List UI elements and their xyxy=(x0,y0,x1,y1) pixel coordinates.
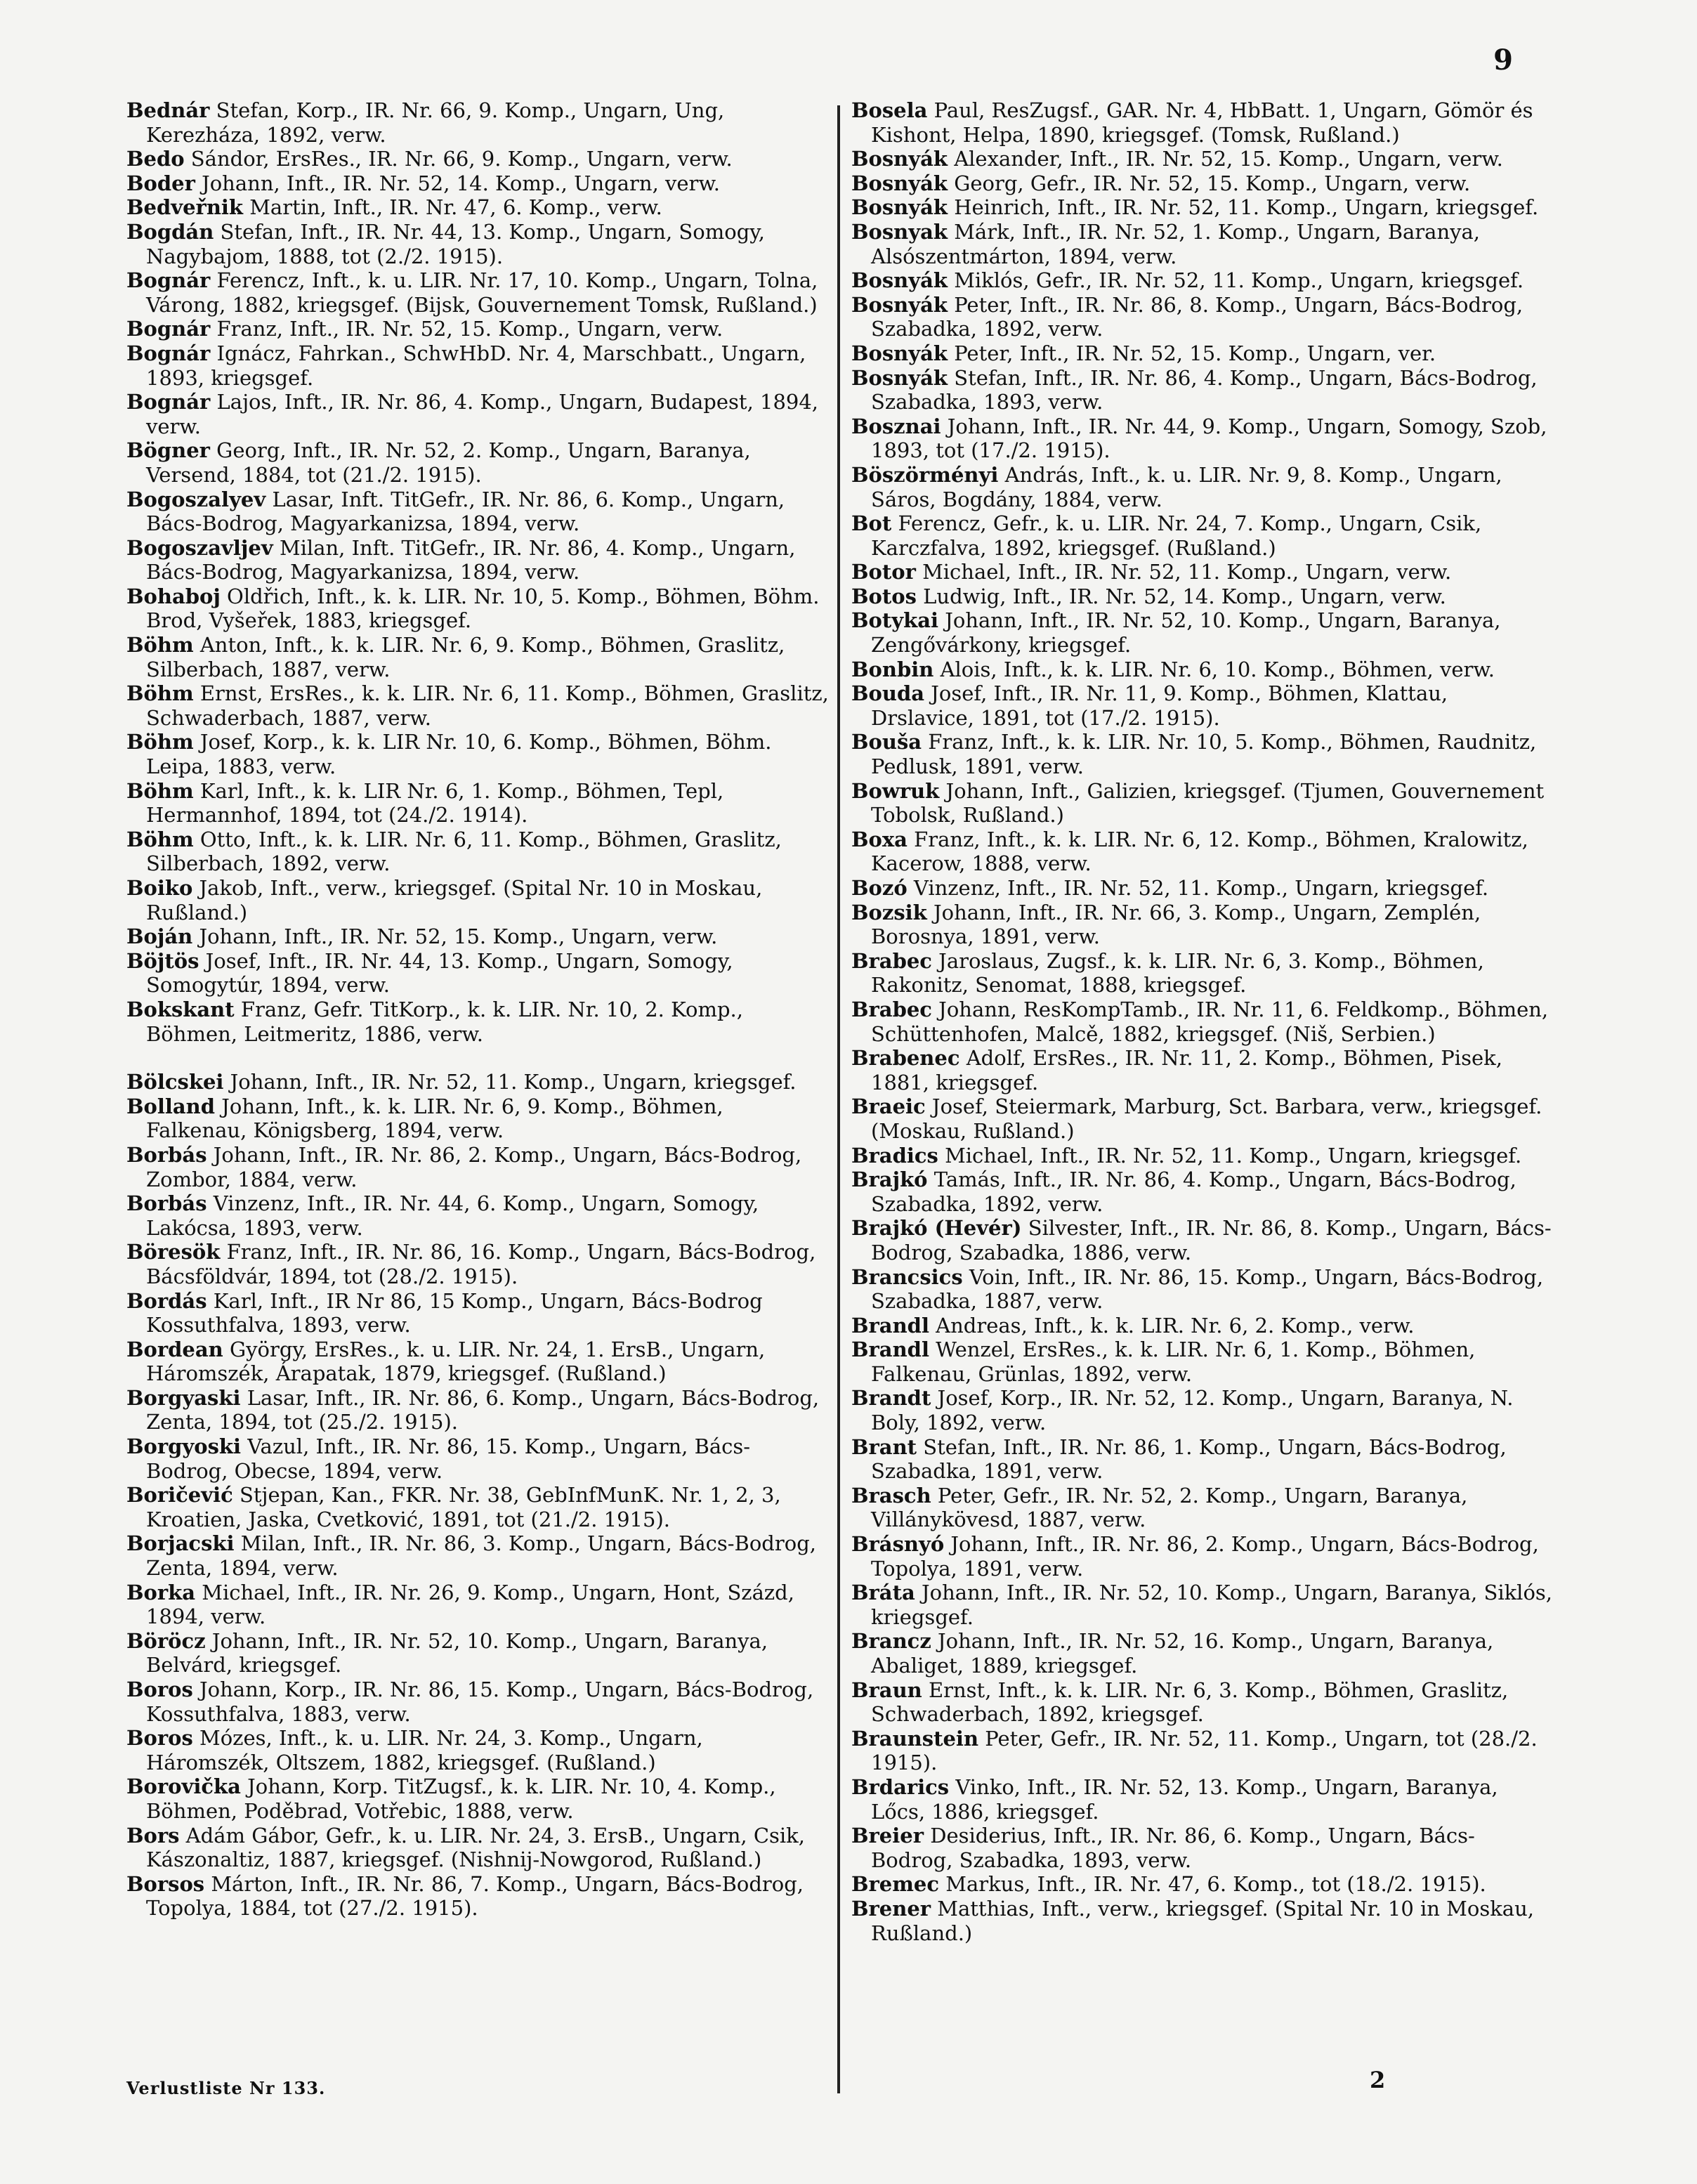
entry-surname: Brancz xyxy=(851,1629,931,1654)
casualty-entry xyxy=(126,1434,829,1483)
entry-details: Milan, Inft., IR. Nr. 86, 3. Komp., Ungarn, Bács-Bodrog, Zenta, 1894, verw. xyxy=(146,1531,816,1581)
casualty-entry xyxy=(126,171,829,196)
entry-surname: Böhm xyxy=(126,681,194,706)
casualty-entry xyxy=(126,1824,829,1872)
left-column xyxy=(126,98,829,1921)
casualty-entry xyxy=(851,1824,1554,1872)
casualty-entry xyxy=(126,1483,829,1531)
casualty-entry xyxy=(851,1678,1554,1727)
entry-details: Johann, Inft., Galizien, kriegsgef. (Tjumen, Gouvernement Tobolsk, Rußland.) xyxy=(871,778,1545,828)
entry-surname: Brandl xyxy=(851,1338,929,1362)
entry-surname: Bosnyák xyxy=(851,365,948,390)
entry-details: Adolf, ErsRes., IR. Nr. 11, 2. Komp., Böhmen, Pisek, 1881, kriegsgef. xyxy=(871,1046,1502,1094)
entry-surname: Bosznai xyxy=(851,414,941,438)
entry-surname: Bokskant xyxy=(126,997,235,1021)
casualty-entry xyxy=(851,949,1554,998)
casualty-entry xyxy=(126,1143,829,1191)
entry-surname: Bosnyák xyxy=(851,268,948,293)
entry-surname: Braunstein xyxy=(851,1726,979,1751)
entry-details: Vinzenz, Inft., IR. Nr. 52, 11. Komp., Ungarn, kriegsgef. xyxy=(907,876,1489,900)
entry-surname: Brabenec xyxy=(851,1046,960,1071)
entry-surname: Böhm xyxy=(126,633,194,658)
casualty-entry xyxy=(851,293,1554,341)
entry-details: Wenzel, ErsRes., k. k. LIR. Nr. 6, 1. Komp., Böhmen, Falkenau, Grünlas, 1892, verw. xyxy=(871,1338,1476,1386)
entry-details: Stefan, Inft., IR. Nr. 44, 13. Komp., Ungarn, Somogy, Nagybajom, 1888, tot (2./2. 1915). xyxy=(146,219,766,268)
entry-details: Johann, Inft., IR. Nr. 52, 15. Komp., Ungarn, verw. xyxy=(192,924,718,949)
entry-surname: Bognár xyxy=(126,268,211,293)
entry-details: Vinko, Inft., IR. Nr. 52, 13. Komp., Ungarn, Baranya, Lőcs, 1886, kriegsgef. xyxy=(871,1774,1498,1824)
entry-surname: Bráta xyxy=(851,1581,915,1605)
entry-surname: Bozó xyxy=(851,876,908,900)
casualty-entry xyxy=(126,949,829,998)
entry-surname: Bogoszalyev xyxy=(126,487,266,511)
entry-details: Voin, Inft., IR. Nr. 86, 15. Komp., Ungarn, Bács-Bodrog, Szabadka, 1887, verw. xyxy=(871,1264,1544,1314)
casualty-entry xyxy=(851,828,1554,876)
entry-details: Johann, Inft., IR. Nr. 52, 10. Komp., Ungarn, Baranya, Siklós, kriegsgef. xyxy=(871,1581,1553,1629)
entry-details: Stefan, Korp., IR. Nr. 66, 9. Komp., Ungarn, Ung, Kerezháza, 1892, verw. xyxy=(146,98,725,147)
entry-details: Peter, Gefr., IR. Nr. 52, 11. Komp., Ungarn, tot (28./2. 1915). xyxy=(871,1726,1538,1775)
casualty-entry xyxy=(851,779,1554,828)
entry-surname: Brajkó xyxy=(851,1168,928,1192)
entry-surname: Borbás xyxy=(126,1191,207,1216)
entry-details: Johann, Inft., IR. Nr. 66, 3. Komp., Ungarn, Zemplén, Borosnya, 1891, verw. xyxy=(871,900,1481,949)
entry-details: Karl, Inft., k. k. LIR Nr. 6, 1. Komp., Böhmen, Tepl, Hermannhof, 1894, tot (24./2. 1914). xyxy=(146,778,724,828)
entry-surname: Boričević xyxy=(126,1483,233,1508)
casualty-entry xyxy=(126,438,829,487)
casualty-entry xyxy=(851,1314,1554,1338)
casualty-entry xyxy=(851,1046,1554,1094)
casualty-entry xyxy=(851,1629,1554,1678)
entry-surname: Bouša xyxy=(851,730,922,754)
entry-details: Mózes, Inft., k. u. LIR. Nr. 24, 3. Komp., Ungarn, Háromszék, Oltszem, 1882, kriegsgef. (Rußland.) xyxy=(146,1726,703,1774)
entry-details: Silvester, Inft., IR. Nr. 86, 8. Komp., Ungarn, Bács-Bodrog, Szabadka, 1886, verw. xyxy=(871,1216,1552,1264)
casualty-entry xyxy=(851,171,1554,196)
entry-surname: Botos xyxy=(851,584,917,608)
casualty-entry xyxy=(851,1094,1554,1143)
casualty-entry xyxy=(126,1678,829,1726)
casualty-entry xyxy=(851,511,1554,560)
entry-details: Milan, Inft. TitGefr., IR. Nr. 86, 4. Komp., Ungarn, Bács-Bodrog, Magyarkanizsa, 1894, verw. xyxy=(146,535,796,584)
entry-surname: Brandt xyxy=(851,1386,931,1411)
entry-details: Markus, Inft., IR. Nr. 47, 6. Komp., tot (18./2. 1915). xyxy=(939,1872,1486,1897)
entry-surname: Bordean xyxy=(126,1337,223,1361)
entry-surname: Bedveřnik xyxy=(126,195,244,220)
entry-surname: Borgyaski xyxy=(126,1385,241,1410)
casualty-entry xyxy=(126,1070,829,1094)
entry-details: Otto, Inft., k. k. LIR. Nr. 6, 11. Komp., Böhmen, Graslitz, Silberbach, 1892, verw. xyxy=(146,827,782,876)
entry-details: Anton, Inft., k. k. LIR. Nr. 6, 9. Komp., Böhmen, Graslitz, Silberbach, 1887, verw. xyxy=(146,633,785,681)
entry-details: Johann, Korp. TitZugsf., k. k. LIR. Nr. 10, 4. Komp., Böhmen, Poděbrad, Votřebic, 1888, verw. xyxy=(146,1774,776,1823)
entry-details: Vazul, Inft., IR. Nr. 86, 15. Komp., Ungarn, Bács-Bodrog, Obecse, 1894, verw. xyxy=(146,1434,751,1483)
entry-details: Josef, Steiermark, Marburg, Sct. Barbara, verw., kriegsgef. (Moskau, Rußland.) xyxy=(871,1094,1542,1143)
column-divider xyxy=(837,105,840,2093)
entry-details: Desiderius, Inft., IR. Nr. 86, 6. Komp., Ungarn, Bács-Bodrog, Szabadka, 1893, verw. xyxy=(871,1824,1475,1872)
entry-surname: Bölcskei xyxy=(126,1070,224,1094)
casualty-entry xyxy=(126,1774,829,1823)
entry-details: Martin, Inft., IR. Nr. 47, 6. Komp., verw. xyxy=(243,195,662,220)
entry-surname: Boján xyxy=(126,924,193,949)
entry-details: Lasar, Inft. TitGefr., IR. Nr. 86, 6. Komp., Ungarn, Bács-Bodrog, Magyarkanizsa, 1894, verw. xyxy=(146,487,785,536)
casualty-entry xyxy=(126,98,829,147)
entry-details: Márk, Inft., IR. Nr. 52, 1. Komp., Ungarn, Baranya, Alsószentmárton, 1894, verw. xyxy=(871,219,1481,268)
entry-details: Tamás, Inft., IR. Nr. 86, 4. Komp., Ungarn, Bács-Bodrog, Szabadka, 1892, verw. xyxy=(871,1168,1516,1216)
casualty-entry xyxy=(851,901,1554,949)
casualty-entry xyxy=(126,828,829,876)
entry-surname: Bosnyák xyxy=(851,171,948,195)
casualty-entry xyxy=(126,1191,829,1240)
entry-surname: Boder xyxy=(126,171,195,195)
entry-surname: Borka xyxy=(126,1580,196,1604)
entry-surname: Braeic xyxy=(851,1094,926,1119)
entry-surname: Bogoszavljev xyxy=(126,535,273,560)
casualty-entry xyxy=(851,1386,1554,1434)
casualty-entry xyxy=(851,1265,1554,1314)
casualty-entry xyxy=(126,390,829,438)
casualty-entry xyxy=(851,1144,1554,1168)
entry-surname: Bohaboj xyxy=(126,584,221,608)
entry-surname: Bögner xyxy=(126,438,210,463)
entry-details: Michael, Inft., IR. Nr. 26, 9. Komp., Ungarn, Hont, Százd, 1894, verw. xyxy=(146,1580,794,1629)
casualty-entry xyxy=(851,1435,1554,1484)
entry-details: Johann, Inft., IR. Nr. 52, 16. Komp., Ungarn, Baranya, Abaliget, 1889, kriegsgef. xyxy=(871,1629,1494,1678)
entry-details: Stefan, Inft., IR. Nr. 86, 4. Komp., Ungarn, Bács-Bodrog, Szabadka, 1893, verw. xyxy=(871,365,1538,414)
casualty-entry xyxy=(126,730,829,778)
entry-details: Stjepan, Kan., FKR. Nr. 38, GebInfMunK. Nr. 1, 2, 3, Kroatien, Jaska, Cvetković, 1891, tot (21./2. 1915). xyxy=(146,1483,781,1531)
casualty-entry xyxy=(126,195,829,220)
casualty-entry xyxy=(126,1629,829,1678)
entry-surname: Bonbin xyxy=(851,657,934,681)
entry-details: Adám Gábor, Gefr., k. u. LIR. Nr. 24, 3. ErsB., Ungarn, Csik, Kászonaltiz, 1887, kriegsgef. (Nishnij-Nowgorod, Rußland.) xyxy=(146,1823,805,1872)
entry-details: Georg, Gefr., IR. Nr. 52, 15. Komp., Ungarn, verw. xyxy=(948,171,1471,195)
entry-details: Josef, Korp., IR. Nr. 52, 12. Komp., Ungarn, Baranya, N. Boly, 1892, verw. xyxy=(871,1386,1514,1435)
entry-details: Karl, Inft., IR Nr 86, 15 Komp., Ungarn, Bács-Bodrog Kossuthfalva, 1893, verw. xyxy=(146,1288,763,1338)
casualty-entry xyxy=(126,633,829,681)
casualty-entry xyxy=(851,98,1554,147)
casualty-entry xyxy=(126,536,829,584)
casualty-entry xyxy=(851,876,1554,901)
entry-surname: Bradics xyxy=(851,1143,938,1168)
entry-surname: Bosnyák xyxy=(851,195,948,220)
casualty-entry xyxy=(851,1338,1554,1386)
casualty-entry xyxy=(126,876,829,924)
entry-surname: Borjacski xyxy=(126,1531,235,1556)
entry-surname: Botykai xyxy=(851,608,939,633)
casualty-entry xyxy=(851,366,1554,414)
entry-details: Ernst, ErsRes., k. k. LIR. Nr. 6, 11. Komp., Böhmen, Graslitz, Schwaderbach, 1887, verw. xyxy=(146,681,829,730)
entry-surname: Borgyoski xyxy=(126,1434,242,1459)
entry-details: Márton, Inft., IR. Nr. 86, 7. Komp., Ungarn, Bács-Bodrog, Topolya, 1884, tot (27./2. 1915). xyxy=(146,1871,804,1921)
entry-details: Johann, Inft., k. k. LIR. Nr. 6, 9. Komp., Böhmen, Falkenau, Königsberg, 1894, verw. xyxy=(146,1094,723,1143)
footer-signature-number: 2 xyxy=(1370,2067,1386,2093)
casualty-entry xyxy=(126,779,829,828)
casualty-entry xyxy=(126,998,829,1046)
entry-details: Johann, Inft., IR. Nr. 86, 2. Komp., Ungarn, Bács-Bodrog, Topolya, 1891, verw. xyxy=(871,1532,1539,1581)
entry-details: Josef, Korp., k. k. LIR Nr. 10, 6. Komp., Böhmen, Böhm. Leipa, 1883, verw. xyxy=(146,730,772,779)
entry-surname: Boros xyxy=(126,1678,193,1701)
entry-surname: Bognár xyxy=(126,390,211,414)
casualty-entry xyxy=(851,730,1554,778)
casualty-entry xyxy=(126,317,829,341)
entry-surname: Bosnyák xyxy=(851,292,948,317)
entry-surname: Brandl xyxy=(851,1313,929,1338)
casualty-entry xyxy=(126,584,829,633)
entry-details: Heinrich, Inft., IR. Nr. 52, 11. Komp., Ungarn, kriegsgef. xyxy=(948,195,1539,220)
casualty-entry xyxy=(126,1726,829,1774)
entry-details: Franz, Inft., k. k. LIR. Nr. 10, 5. Komp., Böhmen, Raudnitz, Pedlusk, 1891, verw. xyxy=(871,730,1537,779)
entry-details: Oldřich, Inft., k. k. LIR. Nr. 10, 5. Komp., Böhmen, Böhm. Brod, Vyšeřek, 1883, kriegsgef. xyxy=(146,584,820,633)
entry-details: Johann, Inft., IR. Nr. 52, 11. Komp., Ungarn, kriegsgef. xyxy=(223,1070,797,1094)
casualty-entry xyxy=(851,1216,1554,1264)
casualty-entry xyxy=(851,1581,1554,1629)
entry-details: Ignácz, Fahrkan., SchwHbD. Nr. 4, Marschbatt., Ungarn, 1893, kriegsgef. xyxy=(146,341,806,390)
entry-details: Johann, Inft., IR. Nr. 52, 10. Komp., Ungarn, Baranya, Zengővárkony, kriegsgef. xyxy=(871,608,1501,658)
casualty-entry xyxy=(851,584,1554,609)
entry-surname: Bogdán xyxy=(126,219,214,244)
entry-details: Vinzenz, Inft., IR. Nr. 44, 6. Komp., Ungarn, Somogy, Lakócsa, 1893, verw. xyxy=(146,1191,759,1240)
casualty-entry xyxy=(126,341,829,390)
casualty-entry xyxy=(126,147,829,171)
entry-surname: Brancsics xyxy=(851,1264,963,1289)
entry-details: Johann, Korp., IR. Nr. 86, 15. Komp., Ungarn, Bács-Bodrog, Kossuthfalva, 1883, verw. xyxy=(146,1678,814,1726)
entry-surname: Brener xyxy=(851,1896,931,1921)
entry-details: Miklós, Gefr., IR. Nr. 52, 11. Komp., Ungarn, kriegsgef. xyxy=(948,268,1524,293)
casualty-entry xyxy=(126,488,829,536)
entry-details: Jaroslaus, Zugsf., k. k. LIR. Nr. 6, 3. Komp., Böhmen, Rakonitz, Senomat, 1888, kriegsgef. xyxy=(871,948,1484,998)
entry-surname: Bognár xyxy=(126,317,211,341)
entry-surname: Bosnyák xyxy=(851,341,948,365)
casualty-entry xyxy=(851,463,1554,511)
entry-surname: Bolland xyxy=(126,1094,216,1118)
entry-surname: Brdarics xyxy=(851,1774,950,1799)
casualty-entry xyxy=(851,268,1554,293)
entry-surname: Borbás xyxy=(126,1142,207,1167)
entry-surname: Böhm xyxy=(126,827,194,851)
entry-details: Ferencz, Gefr., k. u. LIR. Nr. 24, 7. Komp., Ungarn, Csik, Karczfalva, 1892, kriegsgef. (Rußland.) xyxy=(871,511,1482,560)
entry-surname: Breier xyxy=(851,1824,924,1848)
entry-surname: Brabec xyxy=(851,948,932,973)
entry-surname: Böszörményi xyxy=(851,462,999,487)
casualty-entry xyxy=(851,1168,1554,1216)
entry-surname: Bowruk xyxy=(851,778,940,803)
entry-surname: Bremec xyxy=(851,1872,940,1897)
entry-surname: Bozsik xyxy=(851,900,927,924)
entry-details: Johann, Inft., IR. Nr. 52, 14. Komp., Ungarn, verw. xyxy=(195,171,721,195)
entry-surname: Böhm xyxy=(126,730,194,754)
entry-details: Matthias, Inft., verw., kriegsgef. (Spital Nr. 10 in Moskau, Rußland.) xyxy=(871,1896,1534,1945)
entry-surname: Boxa xyxy=(851,827,908,851)
entry-surname: Brabec xyxy=(851,997,932,1021)
entry-surname: Böresök xyxy=(126,1240,221,1264)
entry-details: Alexander, Inft., IR. Nr. 52, 15. Komp., Ungarn, verw. xyxy=(948,147,1503,171)
entry-surname: Bot xyxy=(851,511,892,536)
entry-surname: Bosnyak xyxy=(851,219,948,244)
entry-surname: Bordás xyxy=(126,1288,207,1313)
casualty-entry xyxy=(851,608,1554,657)
casualty-entry xyxy=(851,341,1554,366)
entry-surname: Brasch xyxy=(851,1483,931,1508)
entry-surname: Bouda xyxy=(851,681,925,706)
entry-details: Franz, Inft., k. k. LIR. Nr. 6, 12. Komp., Böhmen, Kralowitz, Kacerow, 1888, verw. xyxy=(871,827,1528,876)
casualty-entry xyxy=(126,220,829,268)
entry-surname: Bedo xyxy=(126,147,185,171)
casualty-entry xyxy=(851,220,1554,268)
casualty-entry xyxy=(851,658,1554,682)
entry-surname: Borovička xyxy=(126,1774,241,1799)
entry-details: Andreas, Inft., k. k. LIR. Nr. 6, 2. Komp., verw. xyxy=(929,1313,1415,1338)
entry-details: Lasar, Inft., IR. Nr. 86, 6. Komp., Ungarn, Bács-Bodrog, Zenta, 1894, tot (25./2. 1915). xyxy=(146,1385,820,1434)
entry-details: Johann, Inft., IR. Nr. 86, 2. Komp., Ungarn, Bács-Bodrog, Zombor, 1884, verw. xyxy=(146,1142,802,1191)
footer-list-number: Verlustliste Nr 133. xyxy=(126,2078,326,2098)
entry-details: Sándor, ErsRes., IR. Nr. 66, 9. Komp., Ungarn, verw. xyxy=(184,147,733,171)
entry-details: Paul, ResZugsf., GAR. Nr. 4, HbBatt. 1, Ungarn, Gömör és Kishont, Helpa, 1890, kriegsgef. (Tomsk, Rußland.) xyxy=(871,98,1533,147)
entry-details: Franz, Inft., IR. Nr. 52, 15. Komp., Ungarn, verw. xyxy=(210,317,723,341)
entry-details: Peter, Gefr., IR. Nr. 52, 2. Komp., Ungarn, Baranya, Villánykövesd, 1887, verw. xyxy=(871,1483,1468,1532)
entry-surname: Böhm xyxy=(126,778,194,803)
casualty-entry xyxy=(851,1872,1554,1897)
entry-details: Jakob, Inft., verw., kriegsgef. (Spital Nr. 10 in Moskau, Rußland.) xyxy=(146,876,763,924)
entry-surname: Böröcz xyxy=(126,1628,206,1653)
entry-details: Michael, Inft., IR. Nr. 52, 11. Komp., Ungarn, verw. xyxy=(915,560,1452,584)
entry-details: Michael, Inft., IR. Nr. 52, 11. Komp., Ungarn, kriegsgef. xyxy=(938,1143,1522,1168)
casualty-entry xyxy=(126,681,829,730)
casualty-entry xyxy=(126,1581,829,1629)
casualty-entry xyxy=(126,1531,829,1580)
casualty-entry xyxy=(851,195,1554,220)
casualty-entry xyxy=(851,1727,1554,1775)
casualty-entry xyxy=(851,998,1554,1046)
casualty-entry xyxy=(126,1289,829,1338)
page-number: 9 xyxy=(1493,44,1513,77)
entry-details: Ernst, Inft., k. k. LIR. Nr. 6, 3. Komp., Böhmen, Graslitz, Schwaderbach, 1892, kriegsgef. xyxy=(871,1678,1509,1727)
entry-surname: Böjtös xyxy=(126,948,199,973)
entry-details: Franz, Inft., IR. Nr. 86, 16. Komp., Ungarn, Bács-Bodrog, Bácsföldvár, 1894, tot (28./2. 1915). xyxy=(146,1240,816,1288)
entry-details: Johann, ResKompTamb., IR. Nr. 11, 6. Feldkomp., Böhmen, Schüttenhofen, Malcě, 1882, kriegsgef. (Niš, Serbien.) xyxy=(871,997,1549,1046)
entry-surname: Bosela xyxy=(851,98,928,122)
entry-details: Ferencz, Inft., k. u. LIR. Nr. 17, 10. Komp., Ungarn, Tolna, Várong, 1882, kriegsgef. (Bijsk, Gouvernement Tomsk, Rußland.) xyxy=(146,268,818,317)
entry-details: Lajos, Inft., IR. Nr. 86, 4. Komp., Ungarn, Budapest, 1894, verw. xyxy=(146,390,819,438)
casualty-entry xyxy=(126,1872,829,1921)
entry-details: Peter, Inft., IR. Nr. 86, 8. Komp., Ungarn, Bács-Bodrog, Szabadka, 1892, verw. xyxy=(871,292,1524,341)
entry-details: György, ErsRes., k. u. LIR. Nr. 24, 1. ErsB., Ungarn, Háromszék, Árapatak, 1879, kriegsgef. (Rußland.) xyxy=(146,1337,766,1386)
casualty-entry xyxy=(851,1897,1554,1945)
casualty-entry xyxy=(126,1386,829,1434)
entry-surname: Botor xyxy=(851,560,916,584)
right-column xyxy=(851,98,1554,1945)
entry-details: Johann, Inft., IR. Nr. 44, 9. Komp., Ungarn, Somogy, Szob, 1893, tot (17./2. 1915). xyxy=(871,414,1547,463)
entry-details: Franz, Gefr. TitKorp., k. k. LIR. Nr. 10, 2. Komp., Böhmen, Leitmeritz, 1886, verw. xyxy=(146,997,743,1046)
entry-surname: Bors xyxy=(126,1823,180,1848)
entry-details: Ludwig, Inft., IR. Nr. 52, 14. Komp., Ungarn, verw. xyxy=(916,584,1446,608)
entry-surname: Braun xyxy=(851,1678,922,1702)
entry-surname: Brajkó (Hevér) xyxy=(851,1216,1022,1241)
entry-details: Josef, Inft., IR. Nr. 11, 9. Komp., Böhmen, Klattau, Drslavice, 1891, tot (17./2. 1915). xyxy=(871,681,1448,730)
casualty-entry xyxy=(126,268,829,317)
entry-surname: Boiko xyxy=(126,876,193,900)
casualty-entry xyxy=(126,1338,829,1386)
entry-surname: Bosnyák xyxy=(851,147,948,171)
entry-details: András, Inft., k. u. LIR. Nr. 9, 8. Komp., Ungarn, Sáros, Bogdány, 1884, verw. xyxy=(871,462,1502,511)
entry-details: Alois, Inft., k. k. LIR. Nr. 6, 10. Komp., Böhmen, verw. xyxy=(933,657,1495,681)
casualty-entry xyxy=(851,560,1554,584)
casualty-entry xyxy=(126,1240,829,1288)
casualty-entry xyxy=(851,147,1554,171)
entry-surname: Brant xyxy=(851,1434,917,1459)
entry-surname: Brásnyó xyxy=(851,1532,945,1557)
entry-details: Peter, Inft., IR. Nr. 52, 15. Komp., Ungarn, ver. xyxy=(948,341,1436,365)
casualty-entry xyxy=(851,1484,1554,1532)
entry-details: Stefan, Inft., IR. Nr. 86, 1. Komp., Ungarn, Bács-Bodrog, Szabadka, 1891, verw. xyxy=(871,1434,1507,1484)
casualty-entry xyxy=(851,681,1554,730)
entry-surname: Borsos xyxy=(126,1871,205,1896)
entry-surname: Bognár xyxy=(126,341,211,365)
entry-surname: Bednár xyxy=(126,98,210,122)
casualty-entry xyxy=(126,1094,829,1143)
entry-details: Johann, Inft., IR. Nr. 52, 10. Komp., Ungarn, Baranya, Belvárd, kriegsgef. xyxy=(146,1628,768,1678)
entry-surname: Boros xyxy=(126,1726,193,1751)
entry-details: Josef, Inft., IR. Nr. 44, 13. Komp., Ungarn, Somogy, Somogytúr, 1894, verw. xyxy=(146,948,733,998)
casualty-entry xyxy=(851,414,1554,463)
casualty-entry xyxy=(851,1775,1554,1824)
casualty-entry xyxy=(851,1532,1554,1581)
entry-details: Georg, Inft., IR. Nr. 52, 2. Komp., Ungarn, Baranya, Versend, 1884, tot (21./2. 1915). xyxy=(146,438,751,487)
casualty-entry xyxy=(126,924,829,949)
